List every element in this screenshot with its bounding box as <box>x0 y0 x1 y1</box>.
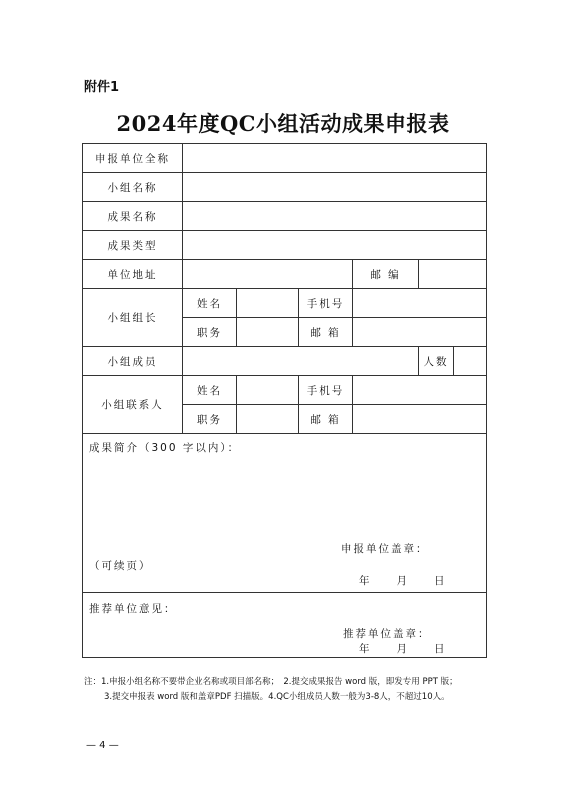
contact-label: 小组联系人 <box>83 376 183 434</box>
contact-phone-field[interactable] <box>353 376 487 405</box>
attachment-label: 附件1 <box>84 80 120 95</box>
count-label: 人数 <box>419 347 454 376</box>
applicant-date-label: 年 月 日 <box>359 575 447 587</box>
contact-position-label: 职务 <box>183 405 237 434</box>
recommend-opinion-label: 推荐单位意见： <box>89 603 177 615</box>
row-group-name <box>83 173 487 202</box>
contact-position-field[interactable] <box>237 405 299 434</box>
count-field[interactable] <box>454 347 487 376</box>
result-name-field[interactable] <box>183 202 487 231</box>
recommend-cell[interactable] <box>83 593 487 658</box>
note-line-1: 注：1.申报小组名称不要带企业名称或项目部名称； 2.提交成果报告 word 版，即发专用 PPT 版； <box>84 677 458 687</box>
leader-email-label: 邮 箱 <box>299 318 353 347</box>
leader-name-label: 姓名 <box>183 289 237 318</box>
result-name-label: 成果名称 <box>83 202 183 231</box>
contact-email-label: 邮 箱 <box>299 405 353 434</box>
intro-cell[interactable] <box>83 434 487 593</box>
row-address <box>83 260 487 289</box>
row-leader-1 <box>83 289 487 318</box>
unit-name-field[interactable] <box>183 144 487 173</box>
postcode-field[interactable] <box>419 260 487 289</box>
contact-name-field[interactable] <box>237 376 299 405</box>
leader-position-field[interactable] <box>237 318 299 347</box>
leader-name-field[interactable] <box>237 289 299 318</box>
applicant-seal-label: 申报单位盖章： <box>341 543 429 555</box>
row-contact-1 <box>83 376 487 405</box>
row-result-type <box>83 231 487 260</box>
postcode-label: 邮 编 <box>353 260 419 289</box>
contact-email-field[interactable] <box>353 405 487 434</box>
contact-phone-label: 手机号 <box>299 376 353 405</box>
result-type-label: 成果类型 <box>83 231 183 260</box>
leader-label: 小组组长 <box>83 289 183 347</box>
continue-label: （可续页） <box>89 560 152 572</box>
intro-label: 成果简介（300 字以内）： <box>89 442 241 454</box>
application-form-table <box>82 143 487 658</box>
recommend-date-label: 年 月 日 <box>359 643 447 655</box>
leader-phone-label: 手机号 <box>299 289 353 318</box>
row-intro <box>83 434 487 593</box>
recommend-seal-label: 推荐单位盖章： <box>343 628 431 640</box>
leader-phone-field[interactable] <box>353 289 487 318</box>
note-line-2: 3.提交申报表 word 版和盖章PDF 扫描版。4.QC小组成员人数一般为3-8人，不超过10人。 <box>104 692 450 702</box>
row-members <box>83 347 487 376</box>
row-recommend <box>83 593 487 658</box>
leader-email-field[interactable] <box>353 318 487 347</box>
unit-name-label: 申报单位全称 <box>83 144 183 173</box>
members-field[interactable] <box>183 347 419 376</box>
leader-position-label: 职务 <box>183 318 237 347</box>
group-name-field[interactable] <box>183 173 487 202</box>
row-unit-name <box>83 144 487 173</box>
contact-name-label: 姓名 <box>183 376 237 405</box>
page-title: 2024年度QC小组活动成果申报表 <box>116 111 450 136</box>
address-label: 单位地址 <box>83 260 183 289</box>
group-name-label: 小组名称 <box>83 173 183 202</box>
result-type-field[interactable] <box>183 231 487 260</box>
address-field[interactable] <box>183 260 353 289</box>
page-number: — 4 — <box>86 740 119 751</box>
members-label: 小组成员 <box>83 347 183 376</box>
row-result-name <box>83 202 487 231</box>
